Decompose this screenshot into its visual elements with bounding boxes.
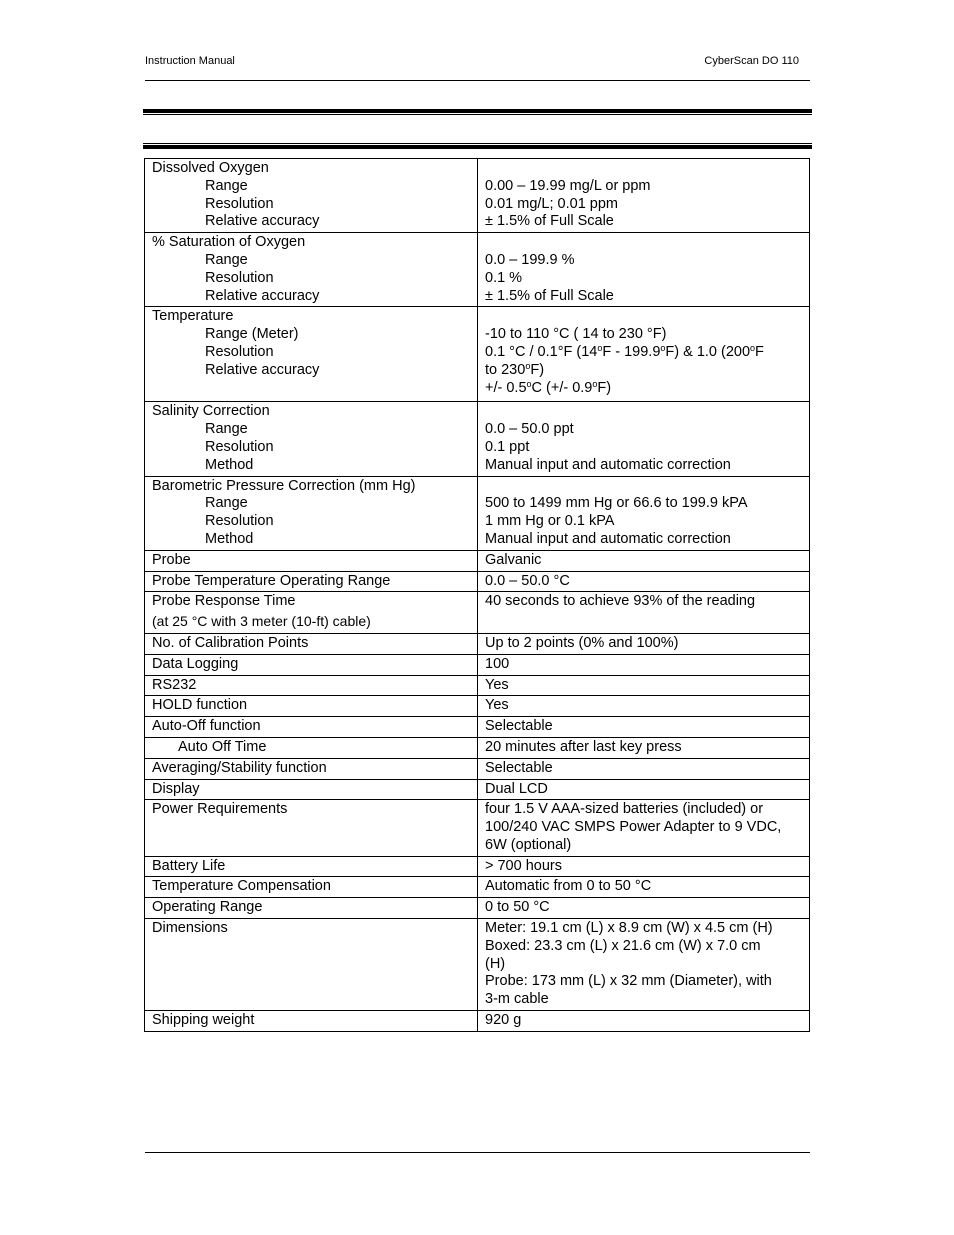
spec-group-dissolved-oxygen	[145, 159, 810, 233]
spec-value: Galvanic	[478, 550, 810, 571]
group-title: Salinity Correction	[152, 403, 270, 420]
spec-value: to 230$^o$F)	[485, 360, 545, 378]
spec-value: 0.1 °C / 0.1°F (14$^o$F - 199.9$^o$F) & 1.0 (200$^o$F	[485, 342, 764, 360]
table-row	[145, 877, 810, 898]
table-row	[145, 779, 810, 800]
table-row	[145, 633, 810, 654]
spec-value: 6W (optional)	[485, 836, 572, 853]
sub-label: Range	[205, 177, 248, 194]
footer-rule	[145, 1152, 810, 1153]
sub-label: Range	[205, 421, 248, 438]
spec-value: Manual input and automatic correction	[485, 456, 731, 473]
spec-value: 40 seconds to achieve 93% of the reading	[478, 592, 810, 634]
spec-value: Manual input and automatic correction	[485, 530, 731, 547]
spec-value: ± 1.5% of Full Scale	[485, 287, 614, 304]
spec-group-temperature	[145, 307, 810, 402]
spec-value: 1 mm Hg or 0.1 kPA	[485, 513, 615, 530]
section-rule-bottom-thin	[143, 143, 812, 144]
spec-group-salinity	[145, 402, 810, 476]
spec-value: Meter: 19.1 cm (L) x 8.9 cm (W) x 4.5 cm (H)	[485, 920, 773, 937]
sub-label: Relative accuracy	[205, 287, 320, 304]
spec-value: Automatic from 0 to 50 °C	[478, 877, 810, 898]
specifications-table	[144, 158, 810, 1032]
spec-label: Operating Range	[145, 898, 478, 919]
spec-value: ± 1.5% of Full Scale	[485, 213, 614, 230]
sub-label: Method	[205, 530, 254, 547]
spec-label: Dimensions	[145, 919, 478, 1011]
sub-label: Method	[205, 456, 254, 473]
sub-label: Resolution	[205, 513, 274, 530]
spec-value: 100/240 VAC SMPS Power Adapter to 9 VDC,	[485, 819, 782, 836]
spec-label: Battery Life	[145, 856, 478, 877]
group-title: Temperature	[152, 308, 234, 325]
spec-value: 0 to 50 °C	[478, 898, 810, 919]
spec-value: 0.1 ppt	[485, 438, 530, 455]
spec-group-barometric	[145, 476, 810, 550]
spec-value: Boxed: 23.3 cm (L) x 21.6 cm (W) x 7.0 cm	[485, 937, 761, 954]
header-right: CyberScan DO 110	[704, 55, 799, 67]
group-title: Barometric Pressure Correction (mm Hg)	[152, 477, 416, 494]
table-row	[145, 654, 810, 675]
spec-group-saturation	[145, 233, 810, 307]
section-rule-top	[143, 109, 812, 113]
table-row	[145, 675, 810, 696]
table-row	[145, 1011, 810, 1032]
spec-value: 0.01 mg/L; 0.01 ppm	[485, 195, 618, 212]
spec-value: -10 to 110 °C ( 14 to 230 °F)	[485, 326, 667, 343]
spec-value: 0.0 – 50.0 ppt	[485, 421, 574, 438]
spec-value: > 700 hours	[478, 856, 810, 877]
spec-label: Probe Response Time	[152, 593, 296, 610]
spec-value: Probe: 173 mm (L) x 32 mm (Diameter), with	[485, 973, 772, 990]
sub-label: Relative accuracy	[205, 213, 320, 230]
sub-label: Range	[205, 251, 248, 268]
spec-label: Data Logging	[145, 654, 478, 675]
sub-label: Resolution	[205, 195, 274, 212]
spec-label: Display	[145, 779, 478, 800]
sub-label: Relative accuracy	[205, 361, 320, 378]
spec-label: Probe	[145, 550, 478, 571]
spec-label: No. of Calibration Points	[145, 633, 478, 654]
table-row	[145, 898, 810, 919]
spec-value: Yes	[478, 675, 810, 696]
table-row	[145, 737, 810, 758]
spec-value: Yes	[478, 696, 810, 717]
spec-value: 0.00 – 19.99 mg/L or ppm	[485, 177, 651, 194]
sub-label: Resolution	[205, 343, 274, 360]
spec-value: (H)	[485, 955, 506, 972]
spec-label: HOLD function	[145, 696, 478, 717]
table-row	[145, 592, 810, 634]
table-row	[145, 800, 810, 856]
spec-value: 3-m cable	[485, 991, 549, 1008]
spec-value: Dual LCD	[478, 779, 810, 800]
spec-label: Probe Temperature Operating Range	[145, 571, 478, 592]
spec-label: Auto-Off function	[145, 717, 478, 738]
spec-label: Auto Off Time	[178, 738, 267, 755]
spec-label: Averaging/Stability function	[145, 758, 478, 779]
spec-value: 920 g	[478, 1011, 810, 1032]
table-row	[145, 696, 810, 717]
sub-label: Range (Meter)	[205, 326, 299, 343]
table-row	[145, 758, 810, 779]
spec-value: 0.0 – 199.9 %	[485, 251, 575, 268]
spec-value: 0.1 %	[485, 269, 523, 286]
group-title: % Saturation of Oxygen	[152, 234, 306, 251]
spec-value: 20 minutes after last key press	[478, 737, 810, 758]
spec-label: Temperature Compensation	[145, 877, 478, 898]
group-title: Dissolved Oxygen	[152, 160, 269, 176]
spec-value: 0.0 – 50.0 °C	[478, 571, 810, 592]
sub-label: Range	[205, 495, 248, 512]
spec-label: RS232	[145, 675, 478, 696]
header-left: Instruction Manual	[145, 55, 235, 67]
spec-value: four 1.5 V AAA-sized batteries (included) or	[485, 801, 764, 818]
spec-value: 500 to 1499 mm Hg or 66.6 to 199.9 kPA	[485, 495, 748, 512]
table-row	[145, 717, 810, 738]
section-rule-bottom	[143, 145, 812, 149]
table-row	[145, 550, 810, 571]
sub-label: Resolution	[205, 438, 274, 455]
header-rule	[145, 80, 810, 81]
spec-value: Up to 2 points (0% and 100%)	[478, 633, 810, 654]
spec-value: Selectable	[478, 717, 810, 738]
spec-label: Power Requirements	[145, 800, 478, 856]
spec-label: Shipping weight	[145, 1011, 478, 1032]
table-row	[145, 856, 810, 877]
spec-value: 100	[478, 654, 810, 675]
table-row	[145, 571, 810, 592]
spec-value: +/- 0.5$^o$C (+/- 0.9$^o$F)	[485, 378, 612, 396]
sub-label: Resolution	[205, 269, 274, 286]
spec-label-note: (at 25 °C with 3 meter (10-ft) cable)	[152, 613, 371, 630]
table-row	[145, 919, 810, 1011]
section-rule-top-thin	[143, 114, 812, 115]
spec-value: Selectable	[478, 758, 810, 779]
